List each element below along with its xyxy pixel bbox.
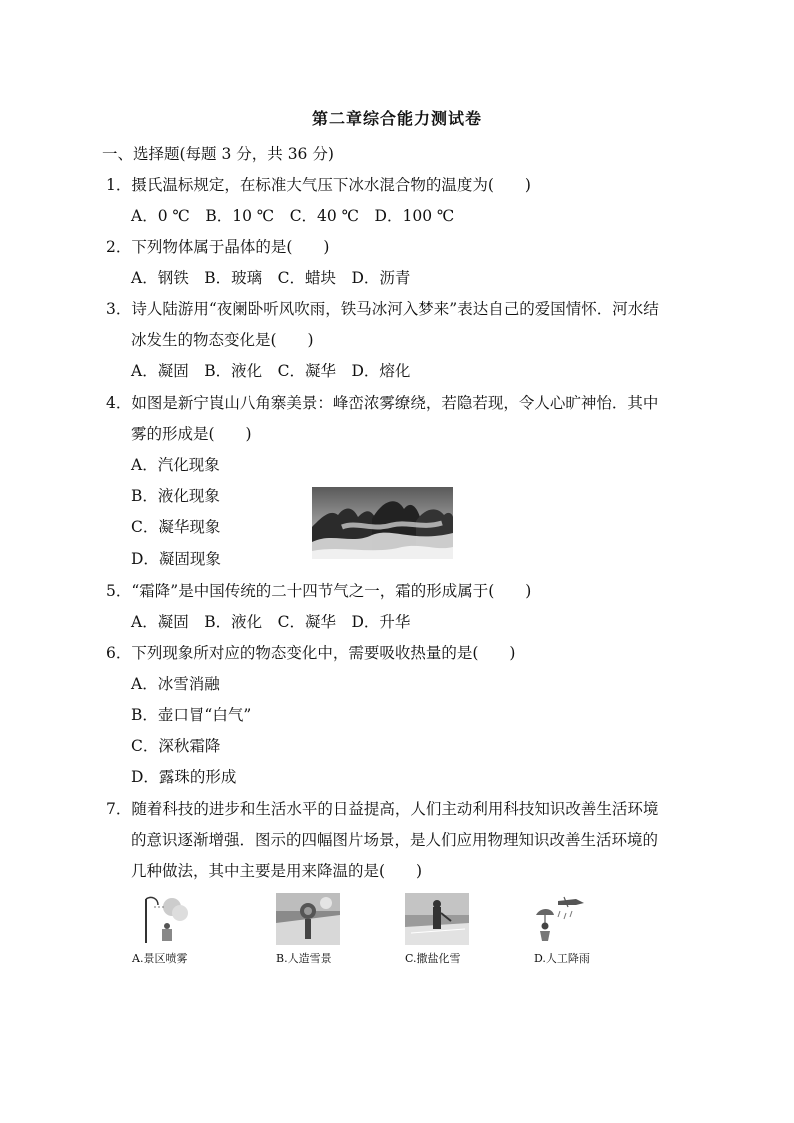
scenic-spray-image [132,893,196,945]
question-6-option-a: A．冰雪消融 [131,675,220,693]
caption-c: C.撒盐化雪 [405,952,461,965]
caption-d: D.人工降雨 [534,952,590,965]
question-2-stem: 2．下列物体属于晶体的是( ) [106,238,330,256]
question-5-stem: 5．“霜降”是中国传统的二十四节气之一，霜的形成属于( ) [106,582,532,600]
question-1-options: A．0 ℃ B．10 ℃ C．40 ℃ D．100 ℃ [131,207,455,225]
salt-melting-snow-image [405,893,469,945]
question-2-options: A．钢铁 B．玻璃 C．蜡块 D．沥青 [131,269,411,287]
question-5-options: A．凝固 B．液化 C．凝华 D．升华 [131,613,411,631]
question-6-option-c: C．深秋霜降 [131,737,221,755]
question-4-option-b: B．液化现象 [131,487,220,505]
question-3-options: A．凝固 B．液化 C．凝华 D．熔化 [131,362,411,380]
question-6-option-d: D．露珠的形成 [131,768,237,786]
artificial-snow-image [276,893,340,945]
page-title: 第二章综合能力测试卷 [311,109,482,128]
question-4-stem-line-2: 雾的形成是( ) [131,425,252,443]
question-4-option-a: A．汽化现象 [131,456,220,474]
question-3-stem-line-1: 3．诗人陆游用“夜阑卧听风吹雨，铁马冰河入梦来”表达自己的爱国情怀．河水结 [106,300,659,318]
artificial-rain-image [528,893,592,945]
question-4-option-d: D．凝固现象 [131,550,221,568]
question-6-option-b: B．壶口冒“白气” [131,706,252,724]
question-4-stem-line-1: 4．如图是新宁崀山八角寨美景：峰峦浓雾缭绕，若隐若现，令人心旷神怡．其中 [106,394,659,412]
question-3-stem-line-2: 冰发生的物态变化是( ) [131,331,314,349]
question-7-stem-line-2: 的意识逐渐增强．图示的四幅图片场景，是人们应用物理知识改善生活环境的 [131,831,659,849]
question-1-stem: 1．摄氏温标规定，在标准大气压下冰水混合物的温度为( ) [106,176,531,194]
section-heading: 一、选择题(每题 3 分，共 36 分) [102,145,334,163]
question-7-stem-line-3: 几种做法，其中主要是用来降温的是( ) [131,862,423,880]
caption-b: B.人造雪景 [276,952,332,965]
question-6-stem: 6．下列现象所对应的物态变化中，需要吸收热量的是( ) [106,644,516,662]
foggy-mountain-photo [312,487,453,559]
question-7-stem-line-1: 7．随着科技的进步和生活水平的日益提高，人们主动利用科技知识改善生活环境 [106,800,659,818]
question-4-option-c: C．凝华现象 [131,518,221,536]
caption-a: A.景区喷雾 [132,952,188,965]
